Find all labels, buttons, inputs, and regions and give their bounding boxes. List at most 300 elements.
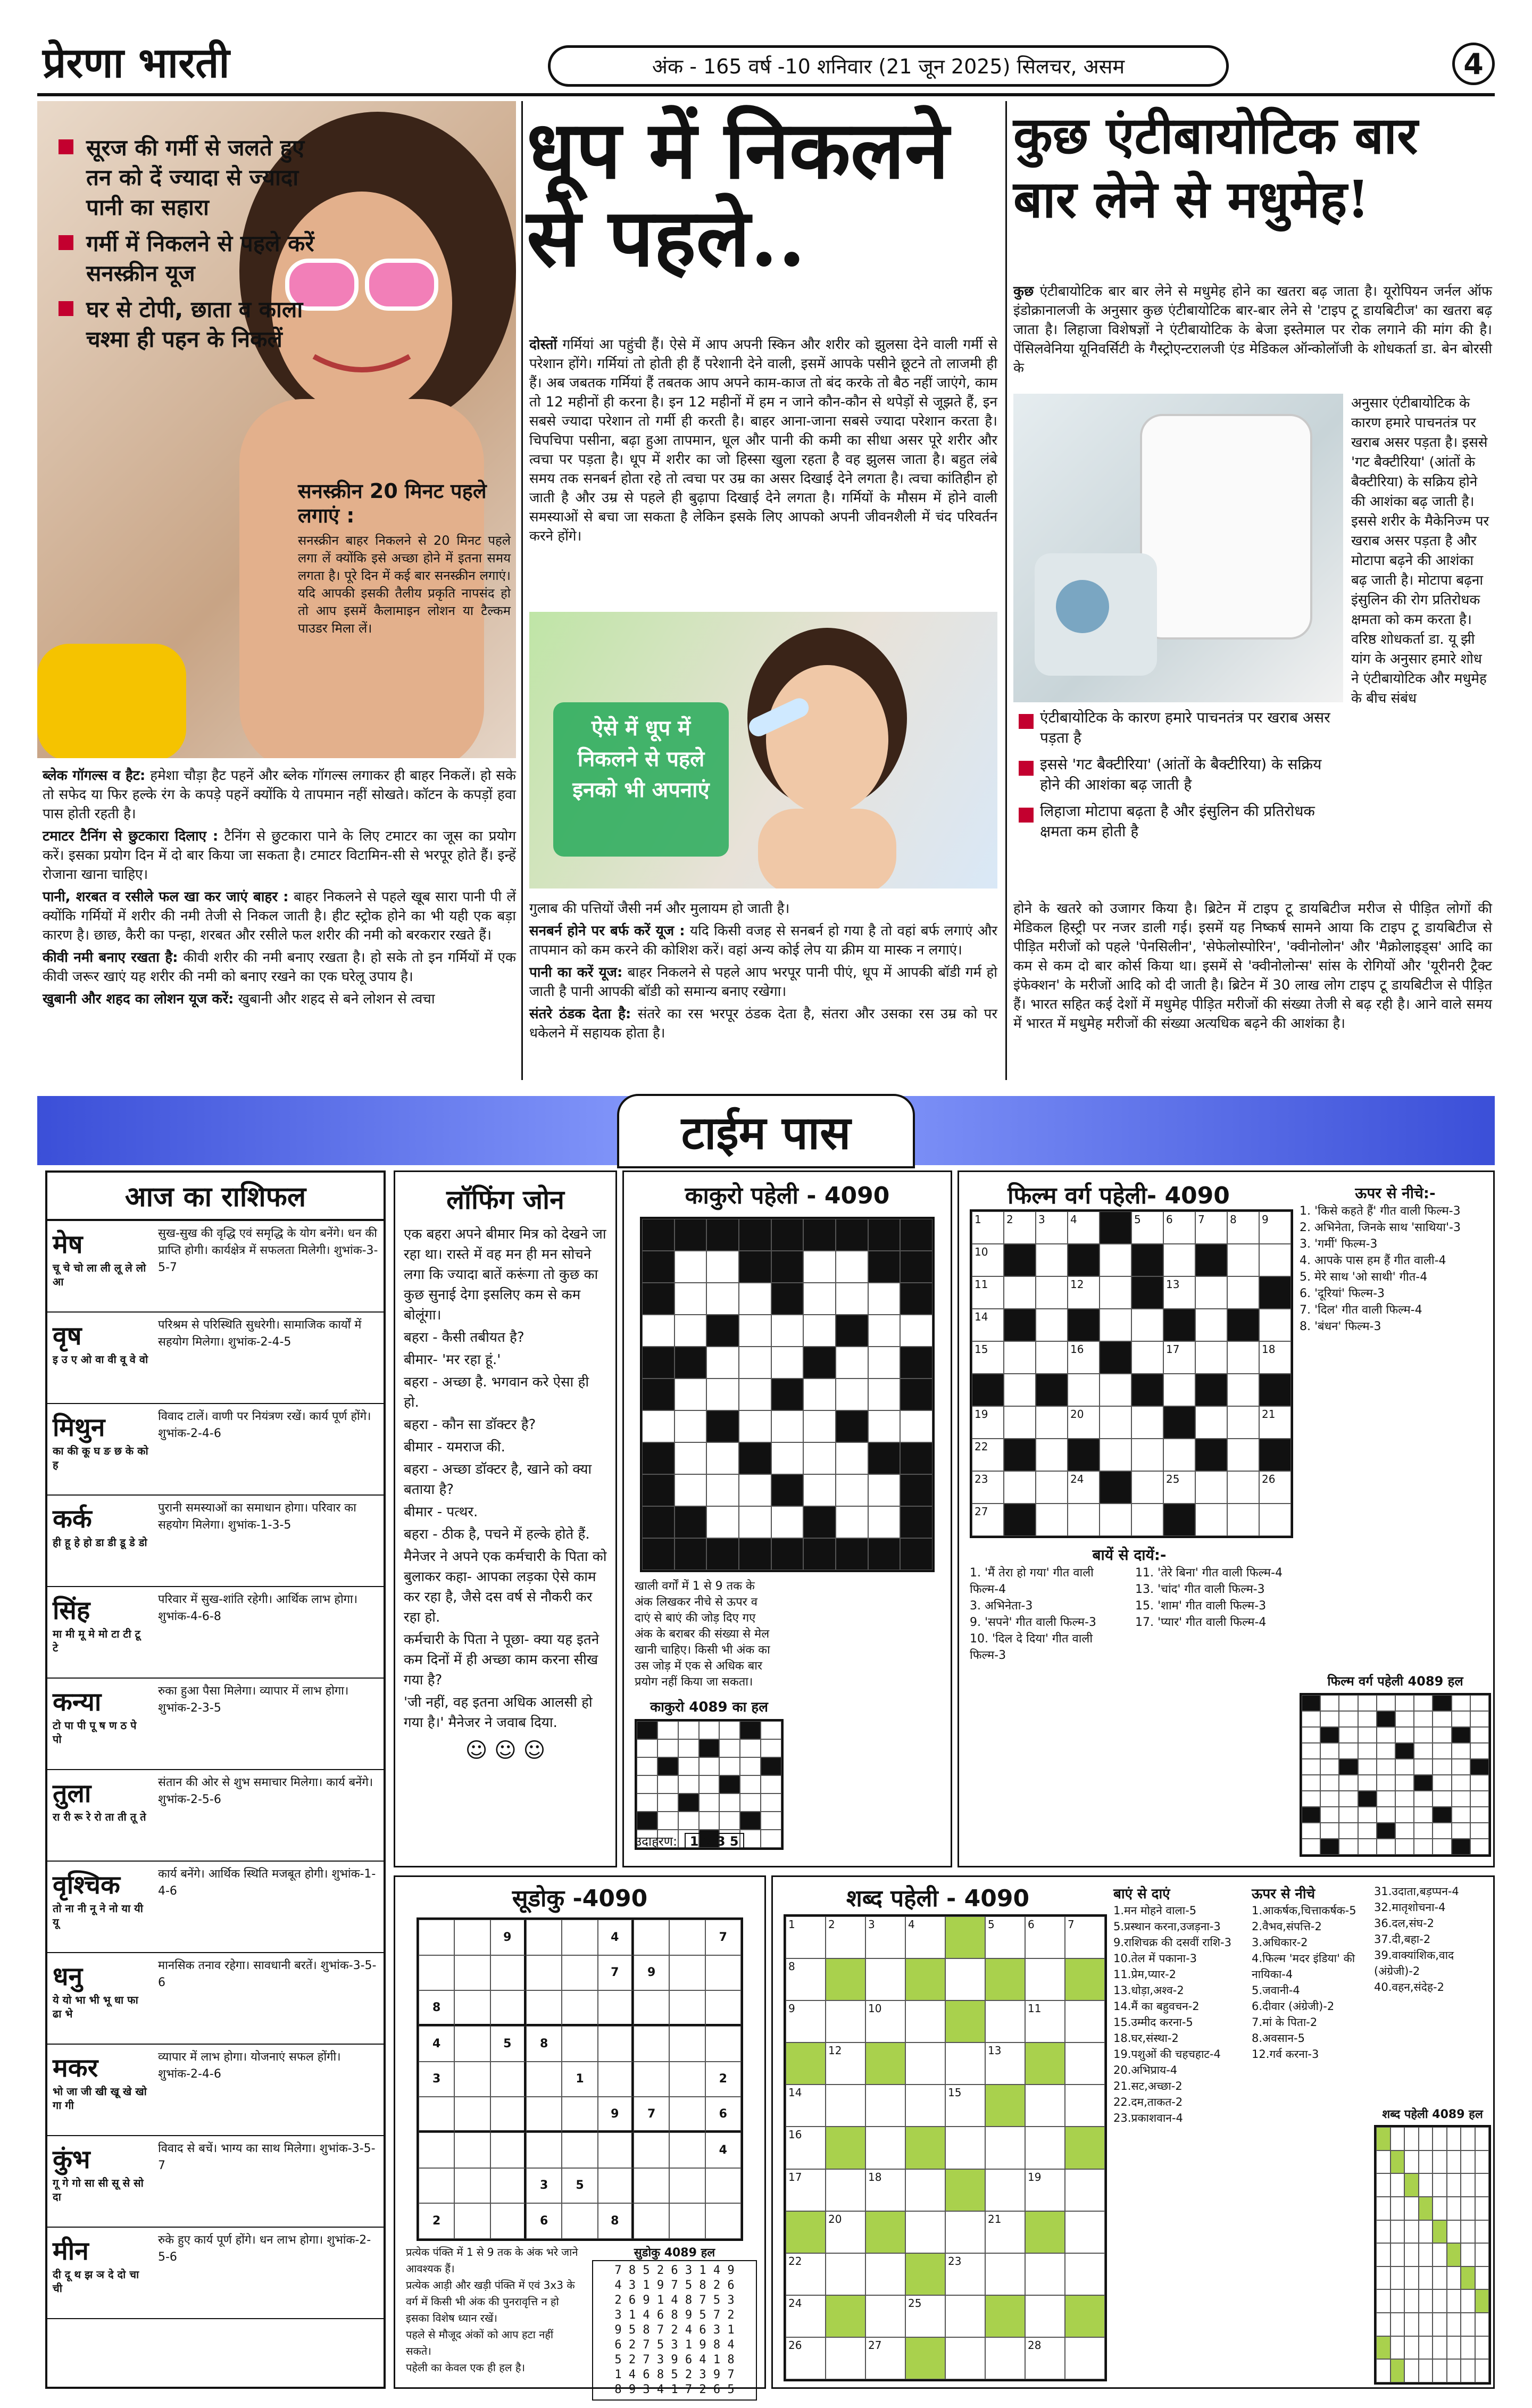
kakuro-cell[interactable] (675, 1315, 707, 1347)
word-cell[interactable] (905, 1916, 945, 1958)
sudoku-cell[interactable]: 5 (490, 2026, 526, 2062)
kakuro-cell[interactable] (803, 1442, 836, 1474)
film-cell[interactable] (1195, 1309, 1227, 1341)
film-solution-cell (1377, 1839, 1395, 1855)
word-cell[interactable] (905, 2211, 945, 2253)
kakuro-cell[interactable] (836, 1251, 868, 1283)
sudoku-cell[interactable]: 7 (598, 1955, 634, 1991)
film-cell[interactable] (972, 1211, 1004, 1244)
word-cell[interactable] (786, 2169, 826, 2211)
kakuro-cell[interactable] (706, 1442, 739, 1474)
film-cell[interactable] (1100, 1276, 1131, 1309)
word-cell[interactable] (985, 2042, 1025, 2085)
kakuro-cell[interactable] (868, 1283, 901, 1315)
sudoku-cell[interactable] (490, 1955, 526, 1991)
sudoku-cell[interactable] (598, 2132, 634, 2168)
film-cell[interactable] (1004, 1276, 1036, 1309)
sudoku-cell[interactable]: 4 (419, 2026, 454, 2062)
word-solution-cell (1419, 2266, 1433, 2290)
sudoku-cell[interactable] (634, 2026, 669, 2062)
film-cell[interactable] (1259, 1471, 1291, 1504)
film-cell[interactable] (1036, 1211, 1068, 1244)
film-cell[interactable] (1227, 1504, 1259, 1536)
film-cell[interactable] (1100, 1504, 1131, 1536)
kakuro-clue-cell (900, 1219, 932, 1251)
film-cell[interactable] (972, 1309, 1004, 1341)
sudoku-cell[interactable] (419, 1955, 454, 1991)
kakuro-cell[interactable] (868, 1347, 901, 1379)
film-cell[interactable] (1004, 1471, 1036, 1504)
word-cell[interactable] (905, 2085, 945, 2127)
sudoku-cell[interactable] (490, 2203, 526, 2239)
word-cell[interactable] (905, 2295, 945, 2337)
header-rule (37, 93, 1495, 96)
sudoku-cell[interactable] (562, 1920, 597, 1955)
word-cell[interactable] (1025, 1916, 1065, 1958)
kakuro-cell[interactable] (836, 1506, 868, 1538)
word-cell[interactable] (865, 1958, 905, 2000)
film-cell[interactable] (972, 1244, 1004, 1276)
film-cell[interactable] (972, 1276, 1004, 1309)
sudoku-cell[interactable] (562, 1990, 597, 2026)
word-cell[interactable] (1025, 2169, 1065, 2211)
sudoku-cell[interactable] (454, 2097, 490, 2132)
word-cell[interactable] (826, 2000, 865, 2042)
cell-number: 3 (868, 1918, 875, 1931)
kakuro-clue-cell (803, 1347, 836, 1379)
word-cell[interactable] (826, 2169, 865, 2211)
word-cell[interactable] (786, 2127, 826, 2169)
kakuro-cell[interactable] (868, 1506, 901, 1538)
film-cell[interactable] (1100, 1439, 1131, 1471)
sudoku-cell[interactable]: 8 (526, 2026, 562, 2062)
word-cell[interactable] (865, 2169, 905, 2211)
kakuro-cell[interactable] (739, 1474, 771, 1506)
film-cell[interactable] (1195, 1504, 1227, 1536)
kakuro-cell[interactable] (675, 1410, 707, 1442)
cell-number: 4 (908, 1918, 915, 1931)
sudoku-cell[interactable]: 9 (634, 1955, 669, 1991)
kakuro-cell[interactable] (642, 1410, 675, 1442)
film-cell[interactable] (1163, 1276, 1195, 1309)
word-cell[interactable] (865, 2127, 905, 2169)
word-solution-cell (1461, 2289, 1475, 2313)
word-cell[interactable] (786, 1958, 826, 2000)
word-puzzle-grid[interactable] (784, 1914, 1107, 2381)
film-crossword-grid[interactable] (970, 1209, 1293, 1538)
joke-line: 'जी नहीं, वह इतना अधिक आलसी हो गया है।' मैनेजर ने जवाब दिया. (404, 1695, 593, 1731)
word-cell[interactable] (826, 2211, 865, 2253)
sudoku-cell[interactable]: 2 (705, 2062, 741, 2097)
sudoku-cell[interactable] (705, 2203, 741, 2239)
kakuro-clue-cell (803, 1506, 836, 1538)
word-cell[interactable] (786, 2000, 826, 2042)
word-cell[interactable] (786, 2253, 826, 2295)
sudoku-cell[interactable] (669, 2026, 705, 2062)
word-cell[interactable] (945, 2295, 985, 2337)
kakuro-cell[interactable] (739, 1347, 771, 1379)
film-cell[interactable] (1195, 1211, 1227, 1244)
kakuro-solution-cell (637, 1812, 657, 1830)
kakuro-cell[interactable] (803, 1410, 836, 1442)
film-cell[interactable] (1227, 1276, 1259, 1309)
film-cell[interactable] (1259, 1504, 1291, 1536)
film-cell[interactable] (1131, 1211, 1163, 1244)
sudoku-cell[interactable] (705, 1990, 741, 2026)
film-cell[interactable] (1163, 1341, 1195, 1374)
word-cell[interactable] (786, 1916, 826, 1958)
sudoku-cell[interactable] (669, 2168, 705, 2204)
sudoku-cell[interactable] (669, 2132, 705, 2168)
film-cell[interactable] (1068, 1406, 1100, 1439)
kakuro-cell[interactable] (642, 1315, 675, 1347)
kakuro-cell[interactable] (675, 1283, 707, 1315)
sudoku-cell[interactable] (634, 1990, 669, 2026)
sudoku-cell[interactable] (419, 2132, 454, 2168)
sudoku-cell[interactable] (490, 2097, 526, 2132)
film-cell[interactable] (1100, 1406, 1131, 1439)
kakuro-cell[interactable] (836, 1283, 868, 1315)
film-cell[interactable] (1068, 1276, 1100, 1309)
kakuro-cell[interactable] (868, 1379, 901, 1410)
word-cell[interactable] (865, 2253, 905, 2295)
zodiac-letters: का की कू घ ङ छ के को ह (53, 1444, 148, 1471)
film-cell[interactable] (1259, 1211, 1291, 1244)
sudoku-cell[interactable] (669, 1920, 705, 1955)
word-cell[interactable] (985, 1916, 1025, 1958)
sudoku-cell[interactable] (598, 2168, 634, 2204)
sudoku-cell[interactable] (634, 1920, 669, 1955)
word-cell[interactable] (985, 2000, 1025, 2042)
film-cell[interactable] (1100, 1374, 1131, 1406)
film-cell[interactable] (1195, 1276, 1227, 1309)
sudoku-cell[interactable]: 6 (526, 2203, 562, 2239)
word-solution-cell (1475, 2197, 1489, 2220)
word-cell[interactable] (1065, 2253, 1105, 2295)
kakuro-cell[interactable] (675, 1474, 707, 1506)
film-cell[interactable] (1131, 1504, 1163, 1536)
film-solution-cell (1339, 1743, 1358, 1759)
word-cell[interactable] (865, 2295, 905, 2337)
sudoku-cell[interactable] (562, 2026, 597, 2062)
sudoku-cell[interactable]: 8 (598, 2203, 634, 2239)
kakuro-cell[interactable] (900, 1315, 932, 1347)
kakuro-cell[interactable] (803, 1379, 836, 1410)
word-cell[interactable] (1025, 2085, 1065, 2127)
sudoku-cell[interactable] (419, 2097, 454, 2132)
film-cell[interactable] (1100, 1309, 1131, 1341)
word-cell[interactable] (905, 2169, 945, 2211)
sudoku-cell[interactable] (634, 2132, 669, 2168)
word-cell[interactable] (786, 2295, 826, 2337)
sudoku-cell[interactable] (490, 2062, 526, 2097)
kakuro-cell[interactable] (739, 1410, 771, 1442)
sudoku-cell[interactable] (598, 2026, 634, 2062)
word-cell[interactable] (945, 2211, 985, 2253)
sudoku-cell[interactable] (526, 1920, 562, 1955)
sudoku-cell[interactable]: 6 (705, 2097, 741, 2132)
sudoku-cell[interactable] (669, 2203, 705, 2239)
sudoku-cell[interactable] (454, 1920, 490, 1955)
kakuro-cell[interactable] (706, 1379, 739, 1410)
kakuro-cell[interactable] (803, 1283, 836, 1315)
kakuro-cell[interactable] (771, 1410, 804, 1442)
film-cell[interactable] (972, 1504, 1004, 1536)
film-cell[interactable] (1004, 1341, 1036, 1374)
sudoku-cell[interactable] (526, 1955, 562, 1991)
film-cell[interactable] (1195, 1406, 1227, 1439)
film-cell[interactable] (1131, 1406, 1163, 1439)
kakuro-cell[interactable] (868, 1410, 901, 1442)
word-cell[interactable] (1025, 2337, 1065, 2379)
word-cell[interactable] (826, 2042, 865, 2085)
film-cell[interactable] (1004, 1374, 1036, 1406)
film-cell[interactable] (1131, 1471, 1163, 1504)
film-cell[interactable] (1131, 1341, 1163, 1374)
sudoku-cell[interactable] (454, 2203, 490, 2239)
sudoku-cell[interactable]: 3 (526, 2168, 562, 2204)
sudoku-cell[interactable] (669, 2062, 705, 2097)
sudoku-cell[interactable] (562, 2097, 597, 2132)
film-cell[interactable] (1259, 1341, 1291, 1374)
film-cell[interactable] (1163, 1374, 1195, 1406)
kakuro-cell[interactable] (739, 1506, 771, 1538)
film-cell[interactable] (1259, 1406, 1291, 1439)
film-cell[interactable] (1195, 1471, 1227, 1504)
kakuro-cell[interactable] (706, 1506, 739, 1538)
antibiotic-bullets (1019, 708, 1343, 848)
word-cell[interactable] (1025, 2127, 1065, 2169)
kakuro-cell[interactable] (836, 1442, 868, 1474)
sudoku-cell[interactable] (454, 1955, 490, 1991)
word-cell[interactable] (985, 2211, 1025, 2253)
sudoku-cell[interactable] (526, 1990, 562, 2026)
film-cell[interactable] (1227, 1341, 1259, 1374)
sudoku-cell[interactable]: 4 (705, 2132, 741, 2168)
film-cell[interactable] (1163, 1439, 1195, 1471)
kakuro-cell[interactable] (803, 1251, 836, 1283)
sudoku-cell[interactable]: 4 (598, 1920, 634, 1955)
kakuro-cell[interactable] (706, 1283, 739, 1315)
word-cell[interactable] (985, 2127, 1025, 2169)
film-cell[interactable] (972, 1341, 1004, 1374)
kakuro-cell[interactable] (836, 1474, 868, 1506)
film-cell[interactable] (1004, 1211, 1036, 1244)
kakuro-cell[interactable] (771, 1442, 804, 1474)
sudoku-cell[interactable] (669, 1990, 705, 2026)
word-cell[interactable] (1025, 2000, 1065, 2042)
sudoku-cell[interactable]: 1 (562, 2062, 597, 2097)
film-cell[interactable] (1036, 1504, 1068, 1536)
sudoku-cell[interactable] (634, 2203, 669, 2239)
sudoku-cell[interactable] (490, 2168, 526, 2204)
film-cell[interactable] (1068, 1341, 1100, 1374)
kakuro-cell[interactable] (836, 1379, 868, 1410)
word-cell[interactable] (945, 2253, 985, 2295)
film-cell[interactable] (972, 1406, 1004, 1439)
kakuro-cell[interactable] (868, 1315, 901, 1347)
film-cell[interactable] (1036, 1309, 1068, 1341)
sudoku-cell[interactable] (526, 2132, 562, 2168)
para-lead: पानी, शरबत व रसीले फल खा कर जाएं बाहर : (43, 889, 289, 905)
word-cell[interactable] (865, 1916, 905, 1958)
word-cell[interactable] (826, 2085, 865, 2127)
word-cell[interactable] (1065, 2085, 1105, 2127)
film-cell[interactable] (1068, 1374, 1100, 1406)
sudoku-cell[interactable]: 8 (419, 1990, 454, 2026)
sudoku-cell[interactable] (454, 1990, 490, 2026)
sudoku-cell[interactable] (669, 2097, 705, 2132)
film-cell[interactable] (1259, 1244, 1291, 1276)
kakuro-cell[interactable] (675, 1379, 707, 1410)
kakuro-cell[interactable] (706, 1251, 739, 1283)
kakuro-cell[interactable] (706, 1347, 739, 1379)
sudoku-cell[interactable] (419, 1920, 454, 1955)
para-text: कीवी शरीर की नमी बनाए रखता है। हो सके तो इन गर्मियों में एक कीवी जरूर खाएं यह शरीर की नमी को बनाए रखने का एक घरेलू उपाय है। (43, 950, 516, 985)
sudoku-cell[interactable] (526, 2097, 562, 2132)
word-cell[interactable] (1025, 2253, 1065, 2295)
word-cell[interactable] (1065, 2337, 1105, 2379)
word-cell[interactable] (985, 2337, 1025, 2379)
kakuro-cell[interactable] (706, 1474, 739, 1506)
film-cell[interactable] (1036, 1439, 1068, 1471)
kakuro-solution-cell (740, 1757, 761, 1775)
kakuro-clue-cell (868, 1442, 901, 1474)
film-cell[interactable] (972, 1439, 1004, 1471)
sudoku-cell[interactable] (598, 2062, 634, 2097)
word-cell[interactable] (1065, 2169, 1105, 2211)
kakuro-cell[interactable] (675, 1442, 707, 1474)
sudoku-cell[interactable]: 9 (490, 1920, 526, 1955)
film-cell[interactable] (1259, 1309, 1291, 1341)
sudoku-cell[interactable]: 3 (419, 2062, 454, 2097)
sudoku-cell[interactable] (705, 1955, 741, 1991)
word-cell[interactable] (786, 2337, 826, 2379)
sudoku-cell[interactable] (562, 2203, 597, 2239)
word-cell[interactable] (985, 2253, 1025, 2295)
kakuro-cell[interactable] (739, 1315, 771, 1347)
word-cell[interactable] (865, 2337, 905, 2379)
doctor-medicine-photo (1013, 394, 1343, 702)
sudoku-cell[interactable]: 7 (634, 2097, 669, 2132)
film-cell[interactable] (1163, 1244, 1195, 1276)
film-cell[interactable] (1036, 1471, 1068, 1504)
sudoku-cell[interactable] (598, 1990, 634, 2026)
word-cell[interactable] (1065, 1916, 1105, 1958)
word-cell[interactable] (786, 2085, 826, 2127)
film-cell[interactable] (1163, 1471, 1195, 1504)
sudoku-cell[interactable] (669, 1955, 705, 1991)
word-cell[interactable] (905, 2000, 945, 2042)
kakuro-cell[interactable] (739, 1379, 771, 1410)
word-cell[interactable] (865, 2000, 905, 2042)
kakuro-cell[interactable] (868, 1474, 901, 1506)
sudoku-cell[interactable] (454, 2026, 490, 2062)
word-cell[interactable] (865, 2085, 905, 2127)
word-cell[interactable] (945, 1958, 985, 2000)
kakuro-cell[interactable] (900, 1410, 932, 1442)
word-cell[interactable] (826, 2253, 865, 2295)
sudoku-cell[interactable] (526, 2062, 562, 2097)
sudoku-cell[interactable] (490, 1990, 526, 2026)
word-cell[interactable] (985, 2169, 1025, 2211)
film-cell[interactable] (1227, 1244, 1259, 1276)
film-cell[interactable] (1227, 1406, 1259, 1439)
kakuro-clue-cell (675, 1347, 707, 1379)
film-cell[interactable] (1227, 1471, 1259, 1504)
word-cell[interactable] (945, 2127, 985, 2169)
film-cell[interactable] (1227, 1439, 1259, 1471)
sudoku-cell[interactable] (562, 2132, 597, 2168)
sudoku-cell[interactable] (490, 2132, 526, 2168)
film-cell[interactable] (1100, 1244, 1131, 1276)
word-cell[interactable] (826, 1916, 865, 1958)
sudoku-cell[interactable] (419, 2168, 454, 2204)
kakuro-cell[interactable] (771, 1506, 804, 1538)
kakuro-cell[interactable] (771, 1347, 804, 1379)
word-cell[interactable] (826, 2337, 865, 2379)
sudoku-cell[interactable]: 2 (419, 2203, 454, 2239)
film-cell[interactable] (1227, 1374, 1259, 1406)
film-cell[interactable] (1036, 1276, 1068, 1309)
sudoku-cell[interactable] (454, 2132, 490, 2168)
word-cell[interactable] (1025, 1958, 1065, 2000)
film-cell[interactable] (1036, 1406, 1068, 1439)
kakuro-cell[interactable] (803, 1315, 836, 1347)
word-cell[interactable] (1065, 2211, 1105, 2253)
sudoku-cell[interactable]: 5 (562, 2168, 597, 2204)
sudoku-cell[interactable]: 7 (705, 1920, 741, 1955)
film-cell[interactable] (1163, 1211, 1195, 1244)
word-cell[interactable] (945, 2085, 985, 2127)
film-cell[interactable] (1131, 1309, 1163, 1341)
sudoku-cell[interactable] (634, 2168, 669, 2204)
para-text: हमेशा चौड़ा हैट पहनें और ब्लेक गॉगल्स लगाकर ही बाहर निकलें। हो सके तो सफेद या फिर हल्के रंग के कपड़े पहनें क्योंकि ये तापमान नहीं सोखते। कॉटन के कपड़ों हवा पास होती रहती है। (43, 768, 516, 822)
sudoku-cell[interactable] (454, 2168, 490, 2204)
film-cell[interactable] (1195, 1341, 1227, 1374)
kakuro-cell[interactable] (675, 1251, 707, 1283)
film-cell[interactable] (1004, 1406, 1036, 1439)
sudoku-cell[interactable] (705, 2168, 741, 2204)
film-cell[interactable] (1227, 1211, 1259, 1244)
sudoku-cell[interactable]: 9 (598, 2097, 634, 2132)
film-cell[interactable] (1131, 1439, 1163, 1471)
sudoku-cell[interactable] (454, 2062, 490, 2097)
word-cell[interactable] (1065, 2000, 1105, 2042)
sudoku-grid[interactable] (417, 1917, 743, 2241)
word-cell[interactable] (945, 2337, 985, 2379)
film-cell[interactable] (1068, 1504, 1100, 1536)
kakuro-cell[interactable] (771, 1315, 804, 1347)
film-cell[interactable] (1036, 1341, 1068, 1374)
film-cell[interactable] (1068, 1211, 1100, 1244)
word-cell[interactable] (1025, 2295, 1065, 2337)
kakuro-solution-cell (719, 1721, 740, 1739)
word-cell[interactable] (1065, 2042, 1105, 2085)
kakuro-grid[interactable] (640, 1217, 935, 1572)
word-cell[interactable] (905, 2042, 945, 2085)
word-cell[interactable] (945, 2042, 985, 2085)
sudoku-cell[interactable] (562, 1955, 597, 1991)
kakuro-cell[interactable] (803, 1474, 836, 1506)
kakuro-cell[interactable] (836, 1347, 868, 1379)
film-cell[interactable] (972, 1471, 1004, 1504)
film-cell[interactable] (1036, 1244, 1068, 1276)
sudoku-cell[interactable] (705, 2026, 741, 2062)
film-cell[interactable] (1068, 1471, 1100, 1504)
sudoku-cell[interactable] (634, 2062, 669, 2097)
kakuro-cell[interactable] (739, 1283, 771, 1315)
